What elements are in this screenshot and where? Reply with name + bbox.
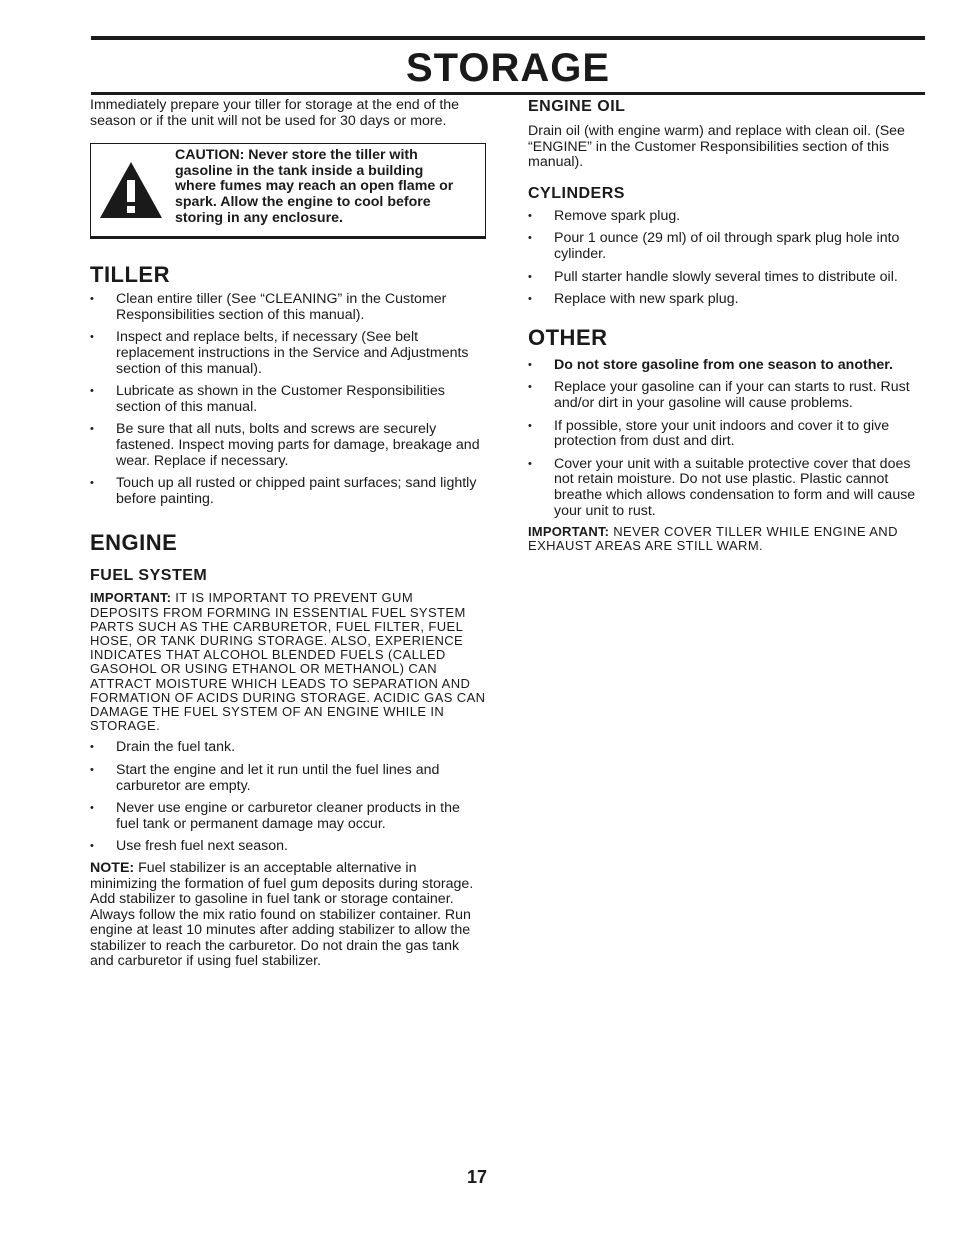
other-heading: OTHER (528, 324, 608, 350)
list-item: • Pull starter handle slowly several times to distribute oil. (528, 270, 924, 286)
caution-box (90, 143, 486, 239)
caution-text: CAUTION: Never store the tiller with gasoline in the tank inside a building where fumes may reach an open flame or spark. Allow the engine to cool before storing in any enclosure. (175, 147, 454, 226)
important-label: IMPORTANT: (90, 590, 172, 606)
list-item: • Replace your gasoline can if your can starts to rust. Rust and/or dirt in your gasoline will cause problems. (528, 380, 924, 411)
list-item: • Pour 1 ounce (29 ml) of oil through spark plug hole into cylinder. (528, 231, 924, 262)
list-item: • Inspect and replace belts, if necessary (See belt replacement instructions in the Service and Adjustments section of this manual). (90, 330, 486, 377)
engine-oil-heading: ENGINE OIL (528, 98, 626, 115)
other-important-paragraph (528, 525, 924, 553)
list-item (528, 358, 924, 374)
list-item: • Clean entire tiller (See “CLEANING” in the Customer Responsibilities section of this manual). (90, 292, 486, 323)
cylinders-list (528, 209, 924, 308)
list-item: • Replace with new spark plug. (528, 292, 924, 308)
tiller-heading: TILLER (90, 262, 170, 288)
page-number: 17 (466, 1167, 488, 1187)
bold-warning-text: Do not store gasoline from one season to another. (554, 356, 893, 373)
list-item: • Touch up all rusted or chipped paint surfaces; sand lightly before painting. (90, 476, 486, 507)
left-column (90, 98, 486, 970)
list-item: • Be sure that all nuts, bolts and screws are securely fastened. Inspect moving parts for damage, breakage and wear. Replace if necessary. (90, 422, 486, 469)
list-item: • If possible, store your unit indoors and cover it to give protection from dust and dirt. (528, 419, 924, 450)
other-list (528, 358, 924, 519)
warning-triangle-icon (98, 160, 164, 220)
list-item: • Cover your unit with a suitable protective cover that does not retain moisture. Do not use plastic. Plastic cannot breathe which allows condensation to form and will cause your unit to rust. (528, 457, 924, 519)
title-rule-bottom (91, 92, 925, 95)
list-item: • Remove spark plug. (528, 209, 924, 225)
important-label: IMPORTANT: (528, 524, 610, 540)
right-column (528, 98, 924, 554)
note-label: NOTE: (90, 859, 135, 876)
other-important-text: NEVER COVER TILLER WHILE ENGINE AND EXHAUST AREAS ARE STILL WARM. (528, 524, 898, 554)
list-item: • Never use engine or carburetor cleaner products in the fuel tank or permanent damage may occur. (90, 801, 486, 832)
fuel-system-heading: FUEL SYSTEM (90, 567, 208, 585)
fuel-system-list (90, 740, 486, 855)
page-title: STORAGE (405, 46, 611, 90)
list-item: • Use fresh fuel next season. (90, 839, 486, 855)
fuel-note-paragraph (90, 861, 486, 970)
fuel-important-paragraph (90, 591, 486, 733)
title-rule-top (91, 36, 925, 40)
list-item: • Start the engine and let it run until the fuel lines and carburetor are empty. (90, 763, 486, 794)
list-item: • Drain the fuel tank. (90, 740, 486, 756)
fuel-important-text: IT IS IMPORTANT TO PREVENT GUM DEPOSITS FROM FORMING IN ESSENTIAL FUEL SYSTEM PARTS SUCH AS THE CARBURETOR, FUEL FILTER, FUEL HOSE, OR TANK DURING STORAGE. ALSO, EXPERIENCE INDICATES THAT ALCOHOL BLENDED FUELS (CALLED GASOHOL OR USING ETHANOL OR METHANOL) CAN ATTRACT MOISTURE WHICH LEADS TO SEPARATION AND FORMATION OF ACIDS DURING STORAGE. ACIDIC GAS CAN DAMAGE THE FUEL SYSTEM OF AN ENGINE WHILE IN STORAGE. (90, 590, 486, 734)
cylinders-heading: CYLINDERS (528, 184, 625, 202)
engine-oil-text: Drain oil (with engine warm) and replace with clean oil. (See “ENGINE” in the Customer Responsibilities section of this manual). (528, 123, 905, 171)
intro-paragraph: Immediately prepare your tiller for storage at the end of the season or if the unit will not be used for 30 days or more. (90, 97, 460, 129)
list-item: • Lubricate as shown in the Customer Responsibilities section of this manual. (90, 384, 486, 415)
engine-heading: ENGINE (90, 530, 178, 556)
tiller-list (90, 292, 486, 507)
fuel-note-text: Fuel stabilizer is an acceptable alternative in minimizing the formation of fuel gum deposits during storage. Add stabilizer to gasoline in fuel tank or storage container. Always follow the mix ratio found on stabilizer container. Run engine at least 10 minutes after adding stabilizer to allow the stabilizer to reach the carburetor. Do not drain the gas tank and carburetor if using fuel stabilizer. (90, 859, 474, 970)
